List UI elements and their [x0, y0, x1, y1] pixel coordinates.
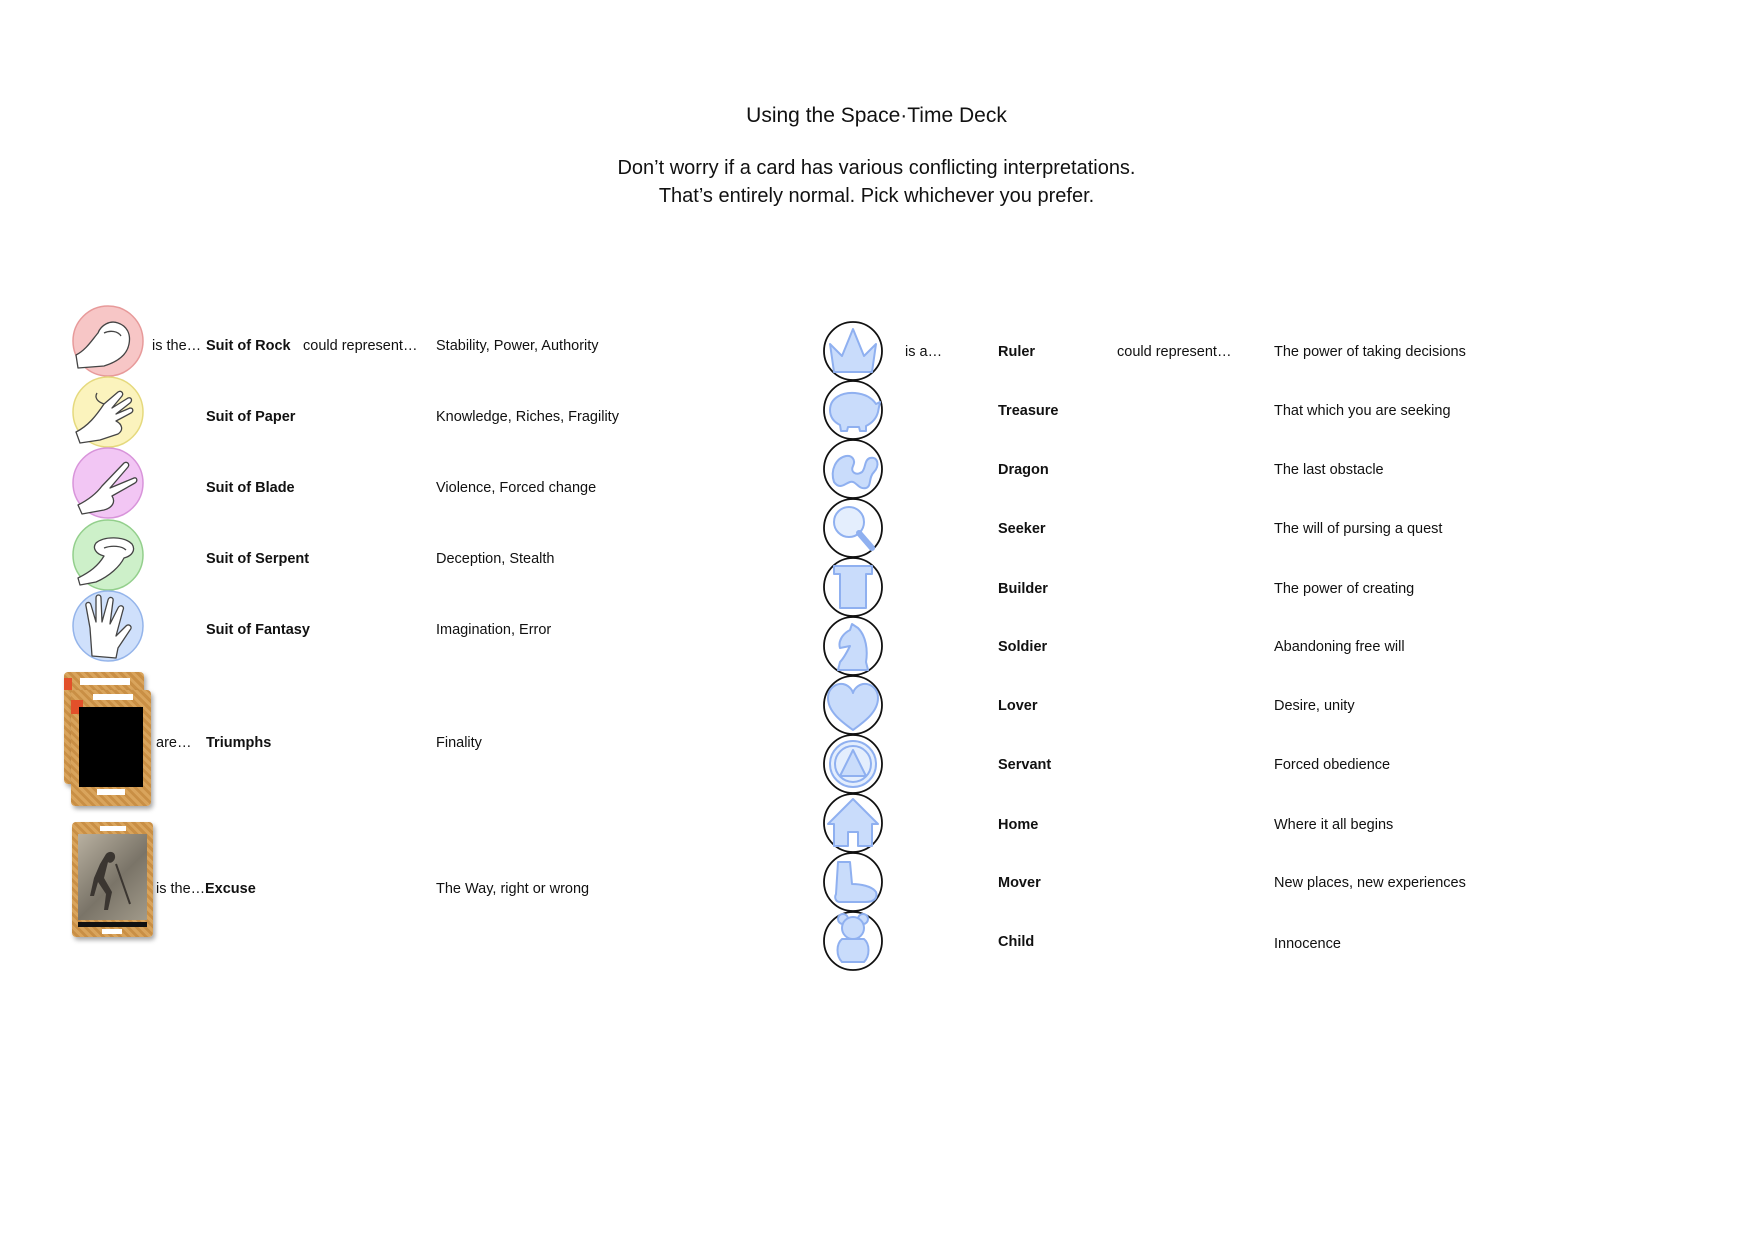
role-meaning-servant: Forced obedience	[1274, 757, 1391, 773]
excuse-name: Excuse	[205, 881, 256, 897]
suit-name-serpent: Suit of Serpent	[206, 551, 310, 567]
role-meaning-soldier: Abandoning free will	[1274, 639, 1405, 655]
role-meaning-builder: The power of creating	[1274, 581, 1415, 597]
servant-emblem-icon	[830, 741, 876, 787]
column-icon	[834, 566, 872, 608]
subtitle-line-1: Don’t worry if a card has various conflicting interpretations.	[617, 157, 1136, 179]
are-label: are…	[156, 735, 192, 751]
suit-meaning-fantasy: Imagination, Error	[436, 622, 552, 638]
role-meaning-lover: Desire, unity	[1274, 698, 1355, 714]
role-name-soldier: Soldier	[998, 639, 1048, 655]
suit-name-blade: Suit of Blade	[206, 480, 295, 496]
role-meaning-dragon: The last obstacle	[1274, 462, 1384, 478]
suit-meaning-blade: Violence, Forced change	[436, 480, 597, 496]
could-represent-label: could represent…	[303, 338, 418, 354]
suit-meaning-serpent: Deception, Stealth	[436, 551, 555, 567]
role-meaning-treasure: That which you are seeking	[1274, 403, 1451, 419]
suit-meaning-rock: Stability, Power, Authority	[436, 338, 599, 354]
suit-name-rock: Suit of Rock	[206, 338, 291, 354]
role-name-builder: Builder	[998, 581, 1048, 597]
suit-name-paper: Suit of Paper	[206, 409, 296, 425]
role-name-mover: Mover	[998, 875, 1041, 891]
role-meaning-ruler: The power of taking decisions	[1274, 344, 1466, 360]
role-name-ruler: Ruler	[998, 344, 1036, 360]
suit-meaning-paper: Knowledge, Riches, Fragility	[436, 409, 619, 425]
role-name-dragon: Dragon	[998, 462, 1049, 478]
role-meaning-home: Where it all begins	[1274, 817, 1394, 833]
excuse-meaning: The Way, right or wrong	[436, 881, 590, 897]
role-name-home: Home	[998, 817, 1039, 833]
teddy-bear-icon	[838, 914, 869, 962]
role-name-child: Child	[998, 934, 1035, 950]
role-meaning-mover: New places, new experiences	[1274, 875, 1466, 891]
role-meaning-child: Innocence	[1274, 936, 1341, 952]
triumphs-name: Triumphs	[206, 735, 272, 751]
could-represent-label-right: could represent…	[1117, 344, 1232, 360]
suit-name-fantasy: Suit of Fantasy	[206, 622, 310, 638]
is-a-label: is a…	[905, 344, 943, 360]
role-name-servant: Servant	[998, 757, 1052, 773]
role-name-seeker: Seeker	[998, 521, 1046, 537]
role-name-lover: Lover	[998, 698, 1038, 714]
subtitle-line-2: That’s entirely normal. Pick whichever you prefer.	[658, 185, 1095, 207]
role-meaning-seeker: The will of pursing a quest	[1274, 521, 1443, 537]
is-the-excuse-label: is the…	[156, 881, 206, 897]
is-the-label: is the…	[152, 338, 202, 354]
role-name-treasure: Treasure	[998, 403, 1059, 419]
page-title: Using the Space·Time Deck	[746, 104, 1007, 127]
triumphs-meaning: Finality	[436, 735, 482, 751]
